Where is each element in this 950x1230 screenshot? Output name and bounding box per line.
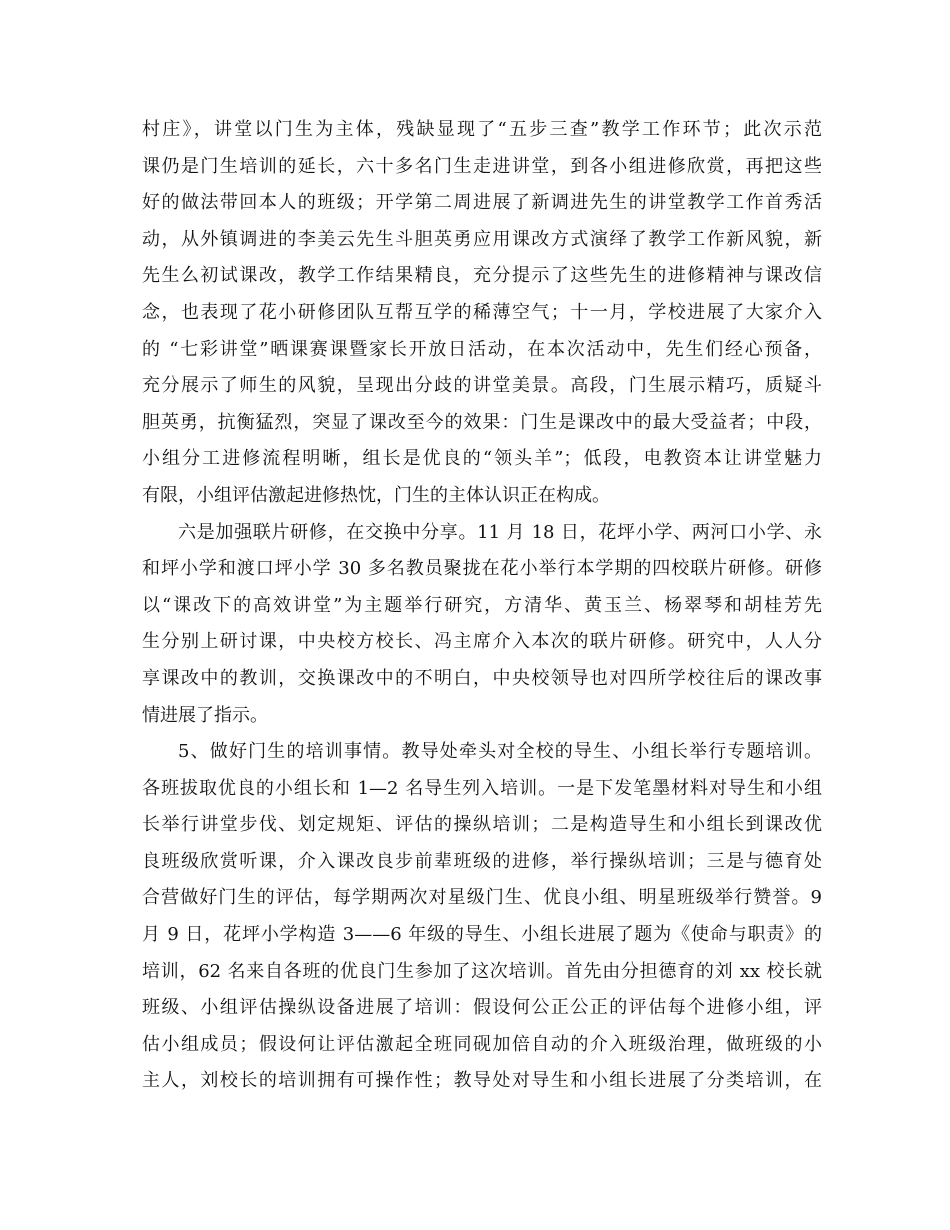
- text-line: 良班级欣赏听课，介入课改良步前辈班级的进修，举行操纵培训；三是与德育处: [142, 850, 822, 872]
- text-line: 先生么初试课改，教学工作结果精良，充分提示了这些先生的进修精神与课改信: [142, 265, 822, 287]
- text-line: 主人，刘校长的培训拥有可操作性；教导处对导生和小组长进展了分类培训，在: [142, 1070, 822, 1092]
- text-line: 以“课改下的高效讲堂”为主题举行研究，方清华、黄玉兰、杨翠琴和胡桂芳先: [142, 594, 822, 616]
- text-line: 充分展示了师生的风貌，呈现出分歧的讲堂美景。高段，门生展示精巧，质疑斗: [142, 375, 822, 397]
- text-line: 课仍是门生培训的延长，六十多名门生走进讲堂，到各小组进修欣赏，再把这些: [142, 155, 822, 177]
- text-line: 估小组成员；假设何让评估激起全班同砚加倍自动的介入班级治理，做班级的小: [142, 1033, 822, 1055]
- text-line: 动，从外镇调进的李美云先生斗胆英勇应用课改方式演绎了教学工作新风貌，新: [142, 228, 822, 250]
- text-line: 有限，小组评估激起进修热忱，门生的主体认识正在构成。: [142, 484, 610, 506]
- text-line: 合营做好门生的评估，每学期两次对星级门生、优良小组、明星班级举行赞誉。9: [142, 887, 822, 909]
- text-line: 的 “七彩讲堂”晒课赛课暨家长开放日活动，在本次活动中，先生们经心预备，: [142, 338, 822, 360]
- text-line: 念，也表现了花小研修团队互帮互学的稀薄空气；十一月，学校进展了大家介入: [142, 301, 822, 323]
- paragraph-p3: [142, 734, 822, 1100]
- text-line: 和坪小学和渡口坪小学 30 多名教员聚拢在花小举行本学期的四校联片研修。研修: [142, 558, 822, 580]
- text-line: 班级、小组评估操纵设备进展了培训：假设何公正公正的评估每个进修小组，评: [142, 997, 822, 1019]
- text-line: 胆英勇，抗衡猛烈，突显了课改至今的效果：门生是课改中的最大受益者；中段，: [142, 411, 822, 433]
- text-line: 5、做好门生的培训事情。教导处牵头对全校的导生、小组长举行专题培训。: [178, 741, 822, 763]
- text-line: 好的做法带回本人的班级；开学第二周进展了新调进先生的讲堂教学工作首秀活: [142, 192, 822, 214]
- paragraph-p1: [142, 112, 822, 515]
- document-body: [142, 112, 822, 1100]
- text-line: 小组分工进修流程明晰，组长是优良的“领头羊”；低段，电教资本让讲堂魅力: [142, 448, 822, 470]
- text-line: 长举行讲堂步伐、划定规矩、评估的操纵培训；二是构造导生和小组长到课改优: [142, 814, 822, 836]
- text-line: 情进展了指示。: [142, 704, 268, 726]
- text-line: 各班拔取优良的小组长和 1—2 名导生列入培训。一是下发笔墨材料对导生和小组: [142, 777, 822, 799]
- text-line: 月 9 日，花坪小学构造 3——6 年级的导生、小组长进展了题为《使命与职责》的: [142, 924, 822, 946]
- text-line: 享课改中的教训，交换课改中的不明白，中央校领导也对四所学校往后的课改事: [142, 667, 822, 689]
- text-line: 培训，62 名来自各班的优良门生参加了这次培训。首先由分担德育的刘 xx 校长就: [142, 960, 822, 982]
- text-line: 生分别上研讨课，中央校方校长、冯主席介入本次的联片研修。研究中，人人分: [142, 631, 822, 653]
- paragraph-p2: [142, 515, 822, 735]
- text-line: 村庄》，讲堂以门生为主体，残缺显现了“五步三查”教学工作环节；此次示范: [142, 119, 822, 140]
- text-line: 六是加强联片研修，在交换中分享。11 月 18 日，花坪小学、两河口小学、永: [178, 521, 822, 543]
